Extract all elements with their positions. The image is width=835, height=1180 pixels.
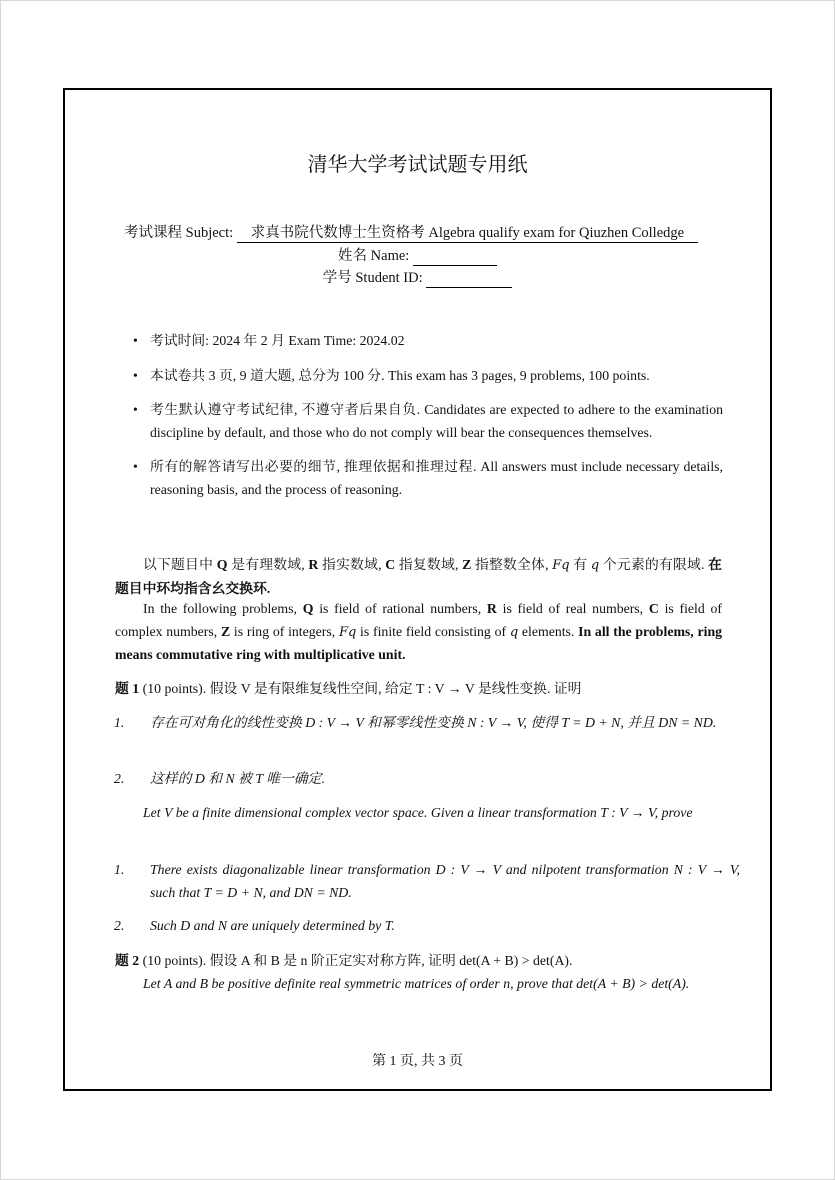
subject-label: 考试课程 Subject: [124, 225, 234, 241]
item-number: 2. [114, 771, 125, 786]
item-number: 1. [114, 715, 125, 730]
notation-text: 指整数全体, [474, 557, 549, 572]
problem-2-heading [115, 950, 722, 973]
item-number: 1. [114, 862, 125, 877]
item-number: 2. [114, 918, 125, 933]
notation-bold: 在题目中环均指含幺交换环. [115, 557, 722, 596]
subject-line [124, 221, 698, 243]
notation-text: is field of rational numbers, [319, 601, 482, 616]
problem-2-label: 题 2 [115, 953, 140, 968]
problem-2-statement-en: Let A and B be positive definite real symmetric matrices of order n, prove that det(A + B) > det(A). [143, 976, 690, 991]
symbol-Q: Q [216, 557, 228, 572]
notation-text: 指实数域, [322, 557, 382, 572]
symbol-Fq: Fq [338, 624, 357, 640]
problem-1-label: 题 1 [115, 681, 140, 696]
notation-text: 有 [573, 557, 588, 572]
item-text: 存在可对角化的线性变换 D : V → V 和幂零线性变换 N : V → V, 使得 T = D + N, 并且 DN = ND. [150, 715, 717, 730]
problem-1-item-2-cn [114, 768, 740, 791]
notation-text: 指复数域, [398, 557, 459, 572]
symbol-q: q [509, 624, 519, 640]
notation-text: 以下题目中 [143, 557, 214, 572]
name-line [0, 244, 835, 266]
problem-2-points: (10 points). [142, 953, 207, 968]
notation-text: 个元素的有限域. [602, 557, 705, 572]
instruction-item: • 所有的解答请写出必要的细节, 推理依据和推理过程. All answers must include necessary details, reasoning basis, and the process of reasoning. [133, 456, 723, 501]
symbol-R: R [308, 557, 319, 572]
instructions-list [133, 330, 723, 513]
symbol-R: R [486, 601, 497, 616]
problem-2-statement-cn: 假设 A 和 B 是 n 阶正定实对称方阵, 证明 det(A + B) > det(A). [209, 953, 573, 968]
notation-bold: In all the problems, ring means commutative ring with multiplicative unit. [115, 623, 723, 662]
symbol-q: q [590, 558, 600, 573]
page-number: 第 1 页, 共 3 页 [372, 1054, 463, 1069]
name-blank [413, 248, 497, 266]
page-title: 清华大学考试试题专用纸 [307, 154, 528, 176]
notation-text: In the following problems, [143, 601, 297, 616]
problem-1-statement-cn: 假设 V 是有限维复线性空间, 给定 T : V → V 是线性变换. 证明 [209, 681, 582, 696]
symbol-Z: Z [462, 557, 472, 572]
item-text: 这样的 D 和 N 被 T 唯一确定. [150, 771, 325, 786]
symbol-Z: Z [220, 623, 231, 639]
problem-1-item-1-en [114, 859, 740, 904]
student-id-blank [426, 270, 512, 288]
notation-english [115, 598, 722, 667]
notation-text: is field of complex numbers, [115, 601, 723, 639]
notation-text: is finite field consisting of [360, 623, 507, 639]
notation-text: is field of real numbers, [502, 601, 644, 616]
notation-chinese [115, 554, 722, 600]
name-label: 姓名 Name: [338, 248, 410, 264]
instruction-item: • 考试时间: 2024 年 2 月 Exam Time: 2024.02 [133, 330, 723, 353]
student-id-line [0, 266, 835, 288]
instruction-item: • 考生默认遵守考试纪律, 不遵守者后果自负. Candidates are expected to adhere to the examination discipline by default, and those who do not comply will bear the consequences themselves. [133, 399, 723, 444]
problem-1-item-1-cn [114, 712, 740, 735]
symbol-C: C [648, 601, 659, 616]
notation-text: is ring of integers, [233, 623, 336, 639]
symbol-C: C [385, 557, 396, 572]
item-text: There exists diagonalizable linear transformation D : V → V and nilpotent transformation N : V → V, such that T = D + N, and DN = ND. [150, 862, 740, 900]
instruction-item: • 本试卷共 3 页, 9 道大题, 总分为 100 分. This exam has 3 pages, 9 problems, 100 points. [133, 365, 723, 388]
student-id-label: 学号 Student ID: [322, 270, 423, 286]
notation-text: 是有理数域, [231, 557, 305, 572]
problem-1-points: (10 points). [142, 681, 207, 696]
problem-1-heading [115, 678, 722, 701]
notation-text: elements. [521, 623, 575, 639]
item-text: Such D and N are uniquely determined by T. [150, 918, 395, 933]
symbol-Q: Q [302, 601, 314, 616]
subject-value: 求真书院代数博士生资格考 Algebra qualify exam for Qiuzhen Colledge [237, 221, 698, 243]
problem-1-statement-en: Let V be a finite dimensional complex vector space. Given a linear transformation T : V → V, prove [143, 805, 693, 820]
problem-1-item-2-en [114, 915, 740, 938]
symbol-Fq: Fq [552, 558, 570, 573]
